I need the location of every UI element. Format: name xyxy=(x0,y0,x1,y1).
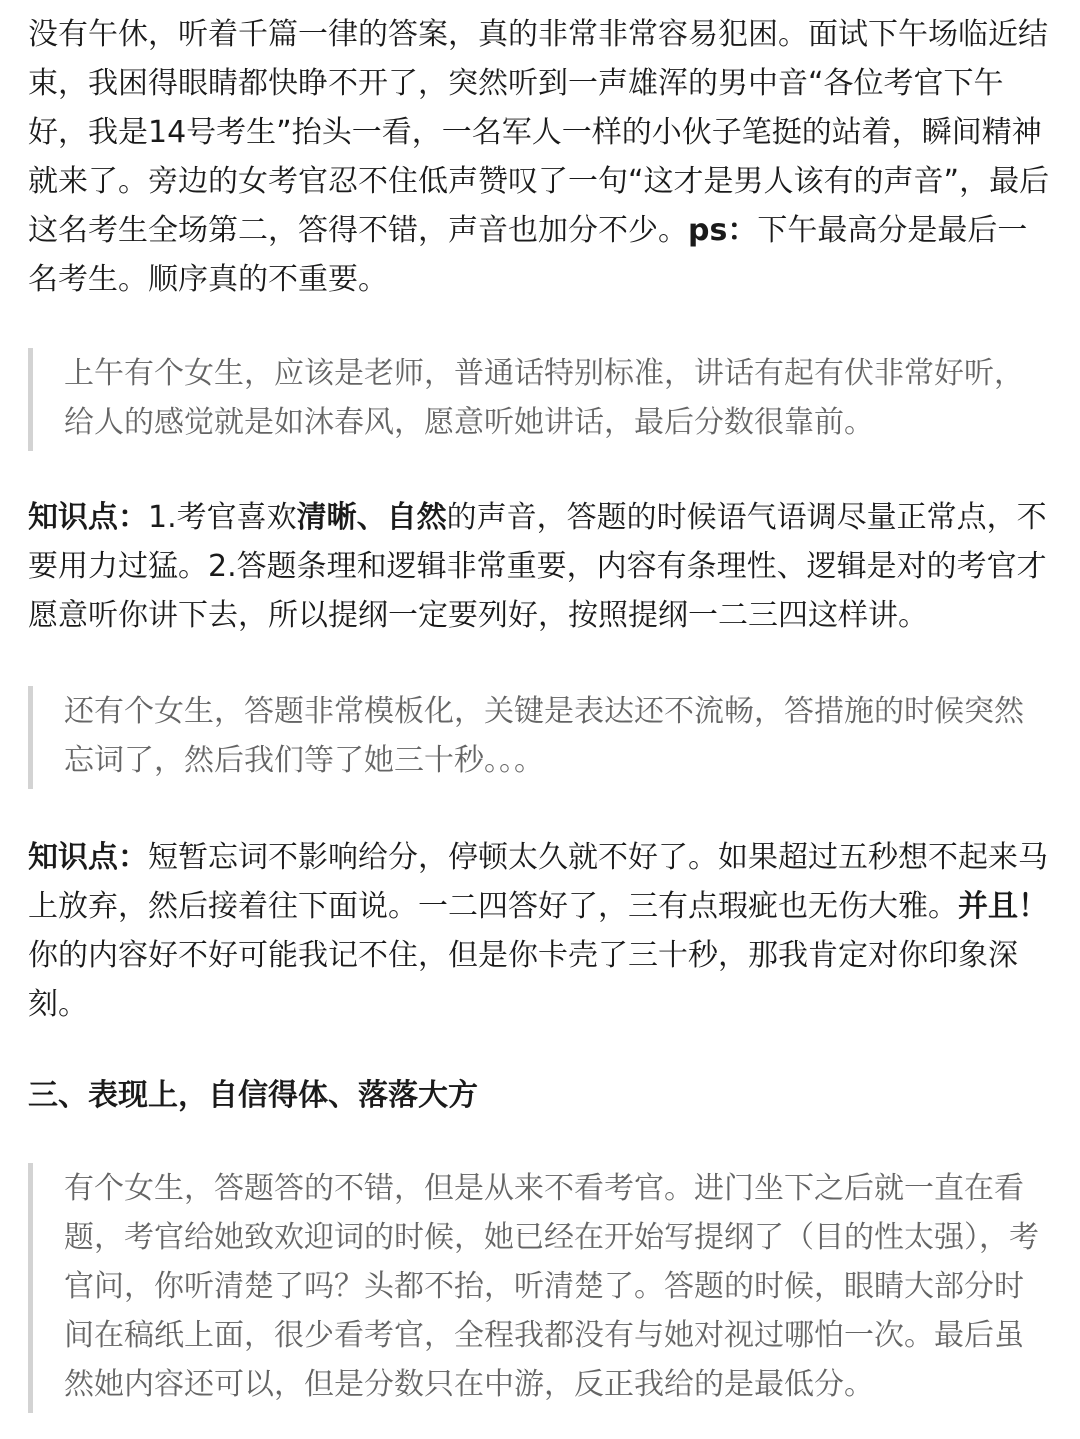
ps-label: ps： xyxy=(688,213,758,248)
quote-text: 上午有个女生，应该是老师，普通话特别标准，讲话有起有伏非常好听，给人的感觉就是如沐春风，愿意听她讲话，最后分数很靠前。 xyxy=(64,356,1024,440)
paragraph-text: 没有午休，听着千篇一律的答案，真的非常非常容易犯困。面试下午场临近结束，我困得眼睛都快睁不开了，突然听到一声雄浑的男中音“各位考官下午好，我是14号考生”抬头一看，一名军人一样的小伙子笔挺的站着，瞬间精神就来了。旁边的女考官忍不住低声赞叹了一句“这才是男人该有的声音”，最后这名考生全场第二，答得不错，声音也加分不少。 xyxy=(28,17,1050,248)
paragraph-text: 的声音，答题的时候语气语调尽量正常点，不要用力过猛。2.答题条理和逻辑非常重要，内容有条理性、逻辑是对的考官才愿意听你讲下去，所以提纲一定要列好，按照提纲一二三四这样讲。 xyxy=(28,500,1047,633)
paragraph-text: 下午最高分是最后一名考生。顺序真的不重要。 xyxy=(28,213,1028,297)
blockquote-eye-contact-example xyxy=(28,1163,1050,1413)
paragraph-text: 短暂忘词不影响给分，停顿太久就不好了。如果超过五秒想不起来马上放弃，然后接着往下面说。一二四答好了，三有点瑕疵也无伤大雅。 xyxy=(28,840,1048,924)
paragraph-text: 你的内容好不好可能我记不住，但是你卡壳了三十秒，那我肯定对你印象深刻。 xyxy=(28,938,1018,1022)
knowledge-point-label: 知识点： xyxy=(28,840,148,875)
paragraph-text: 1.考官喜欢 xyxy=(148,500,297,535)
knowledge-point-label: 知识点： xyxy=(28,500,148,535)
paragraph-knowledge-point-pause xyxy=(28,833,1050,1029)
section-heading-three: 三、表现上，自信得体、落落大方 xyxy=(28,1078,478,1113)
blockquote-teacher-example xyxy=(28,348,1050,451)
emphasis-text: 清晰、自然 xyxy=(296,500,447,535)
paragraph-afternoon-session xyxy=(28,10,1050,304)
emphasis-text: 并且！ xyxy=(958,889,1048,924)
paragraph-knowledge-point-voice xyxy=(28,493,1050,640)
quote-text: 还有个女生，答题非常模板化，关键是表达还不流畅，答措施的时候突然忘词了，然后我们等了她三十秒。。。 xyxy=(64,694,1024,778)
blockquote-forgot-words-example xyxy=(28,686,1050,789)
quote-text: 有个女生，答题答的不错，但是从来不看考官。进门坐下之后就一直在看题，考官给她致欢迎词的时候，她已经在开始写提纲了（目的性太强），考官问，你听清楚了吗？头都不抬，听清楚了。答题的时候，眼睛大部分时间在稿纸上面，很少看考官，全程我都没有与她对视过哪怕一次。最后虽然她内容还可以，但是分数只在中游，反正我给的是最低分。 xyxy=(64,1171,1039,1402)
